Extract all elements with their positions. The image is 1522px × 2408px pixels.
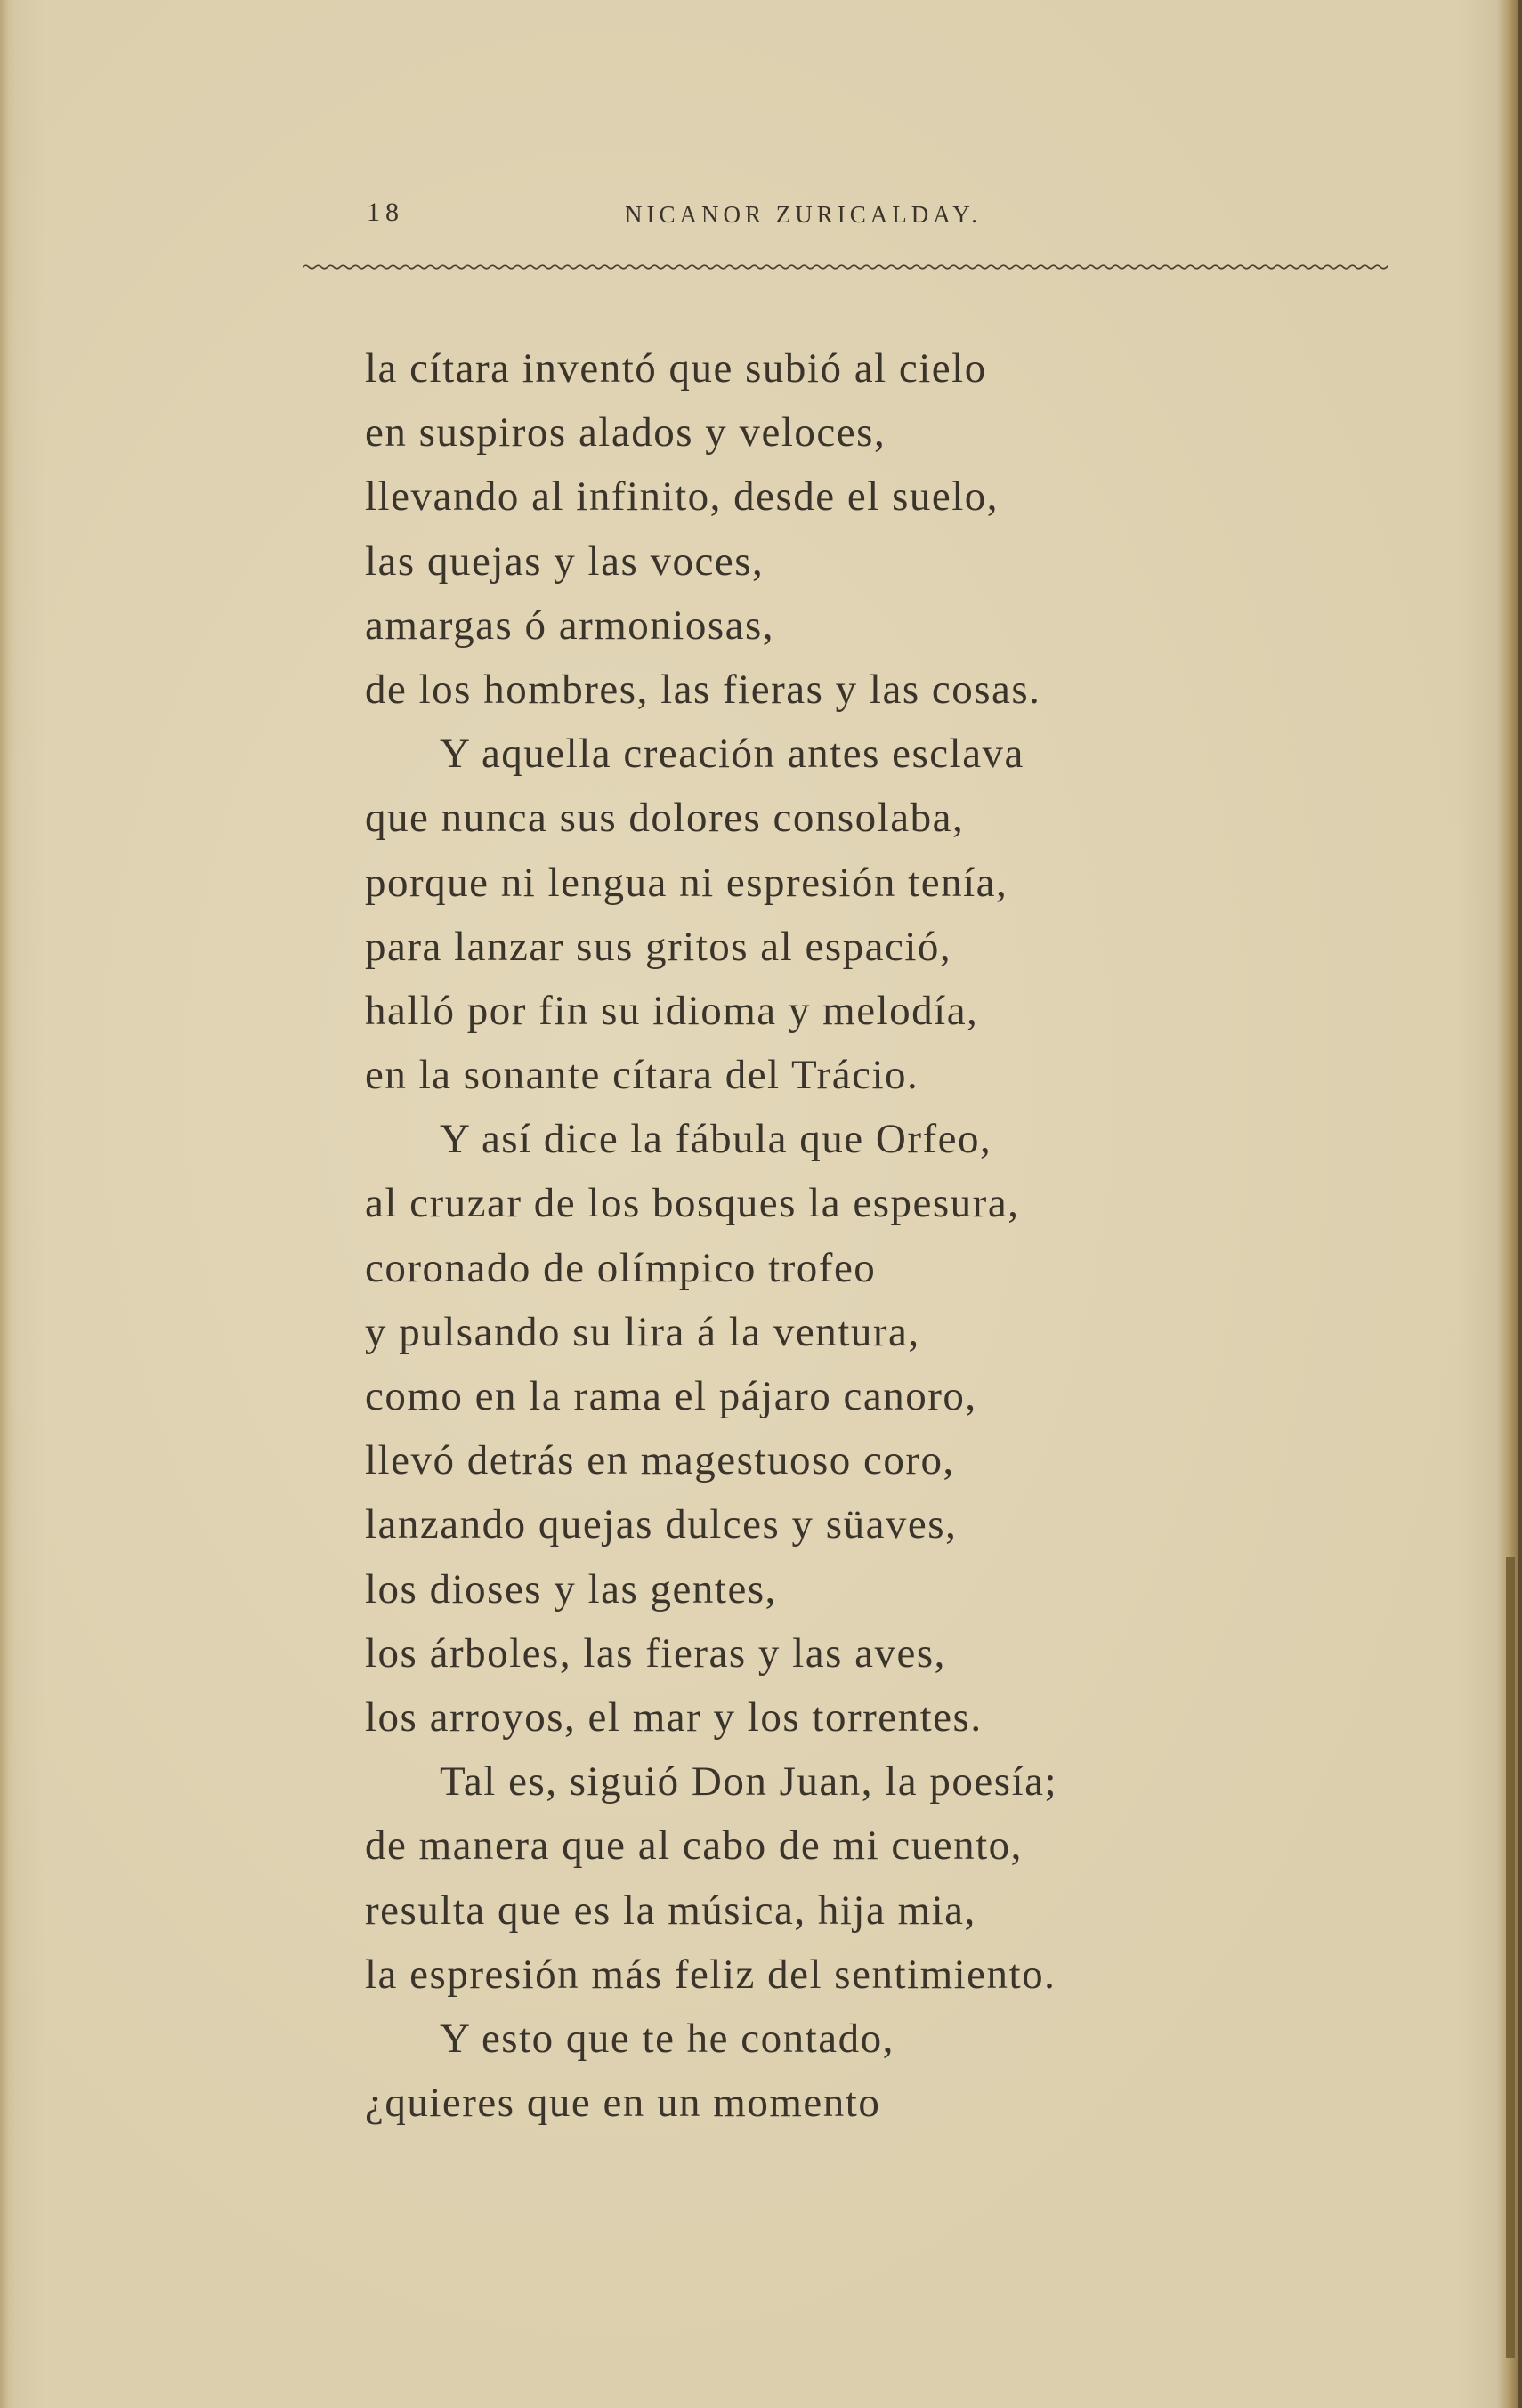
decorative-wavy-rule [303,262,1388,272]
verse-line: ¿quieres que en un momento [365,2080,881,2127]
verse-line: los dioses y las gentes, [365,1565,777,1612]
verse-line: llevando al infinito, desde el suelo, [365,473,1000,521]
verse-line: los árboles, las fieras y las aves, [365,1629,946,1677]
verse-line: la espresión más feliz del sentimiento. [365,1951,1056,1998]
verse-line: Y así dice la fábula que Orfeo, [440,1116,992,1163]
page-header [367,198,1168,242]
verse-line: coronado de olímpico trofeo [365,1244,877,1291]
verse-line: de los hombres, las fieras y las cosas. [365,666,1041,713]
verse-line: de manera que al cabo de mi cuento, [365,1822,1023,1870]
verse-line: y pulsando su lira á la ventura, [365,1308,920,1355]
verse-line: porque ni lengua ni espresión tenía, [365,859,1008,906]
verse-line: que nunca sus dolores consolaba, [365,795,965,842]
verse-line: al cruzar de los bosques la espesura, [365,1180,1020,1227]
page-number: 18 [367,198,404,227]
poem-verse [365,336,1255,2135]
verse-line: los arroyos, el mar y los torrentes. [365,1693,983,1741]
verse-line: la cítara inventó que subió al cielo [365,345,987,392]
verse-line: llevó detrás en magestuoso coro, [365,1437,955,1484]
verse-line: resulta que es la música, hija mia, [365,1887,976,1934]
binding-strip [1506,1557,1515,2358]
verse-line: en suspiros alados y veloces, [365,409,886,457]
verse-line: en la sonante cítara del Trácio. [365,1052,919,1099]
verse-line: Y aquella creación antes esclava [440,731,1024,778]
verse-line: amargas ó armoniosas, [365,602,775,649]
verse-line: como en la rama el pájaro canoro, [365,1373,977,1419]
verse-line: para lanzar sus gritos al espació, [365,923,952,970]
running-title: NICANOR ZURICALDAY. [625,201,983,228]
verse-line: las quejas y las voces, [365,537,765,585]
verse-line: Y esto que te he contado, [440,2015,895,2062]
verse-line: lanzando quejas dulces y süaves, [365,1501,958,1548]
verse-line: halló por fin su idioma y melodía, [365,987,979,1034]
page-left-edge [0,0,16,2408]
verse-line: Tal es, siguió Don Juan, la poesía; [440,1758,1058,1806]
